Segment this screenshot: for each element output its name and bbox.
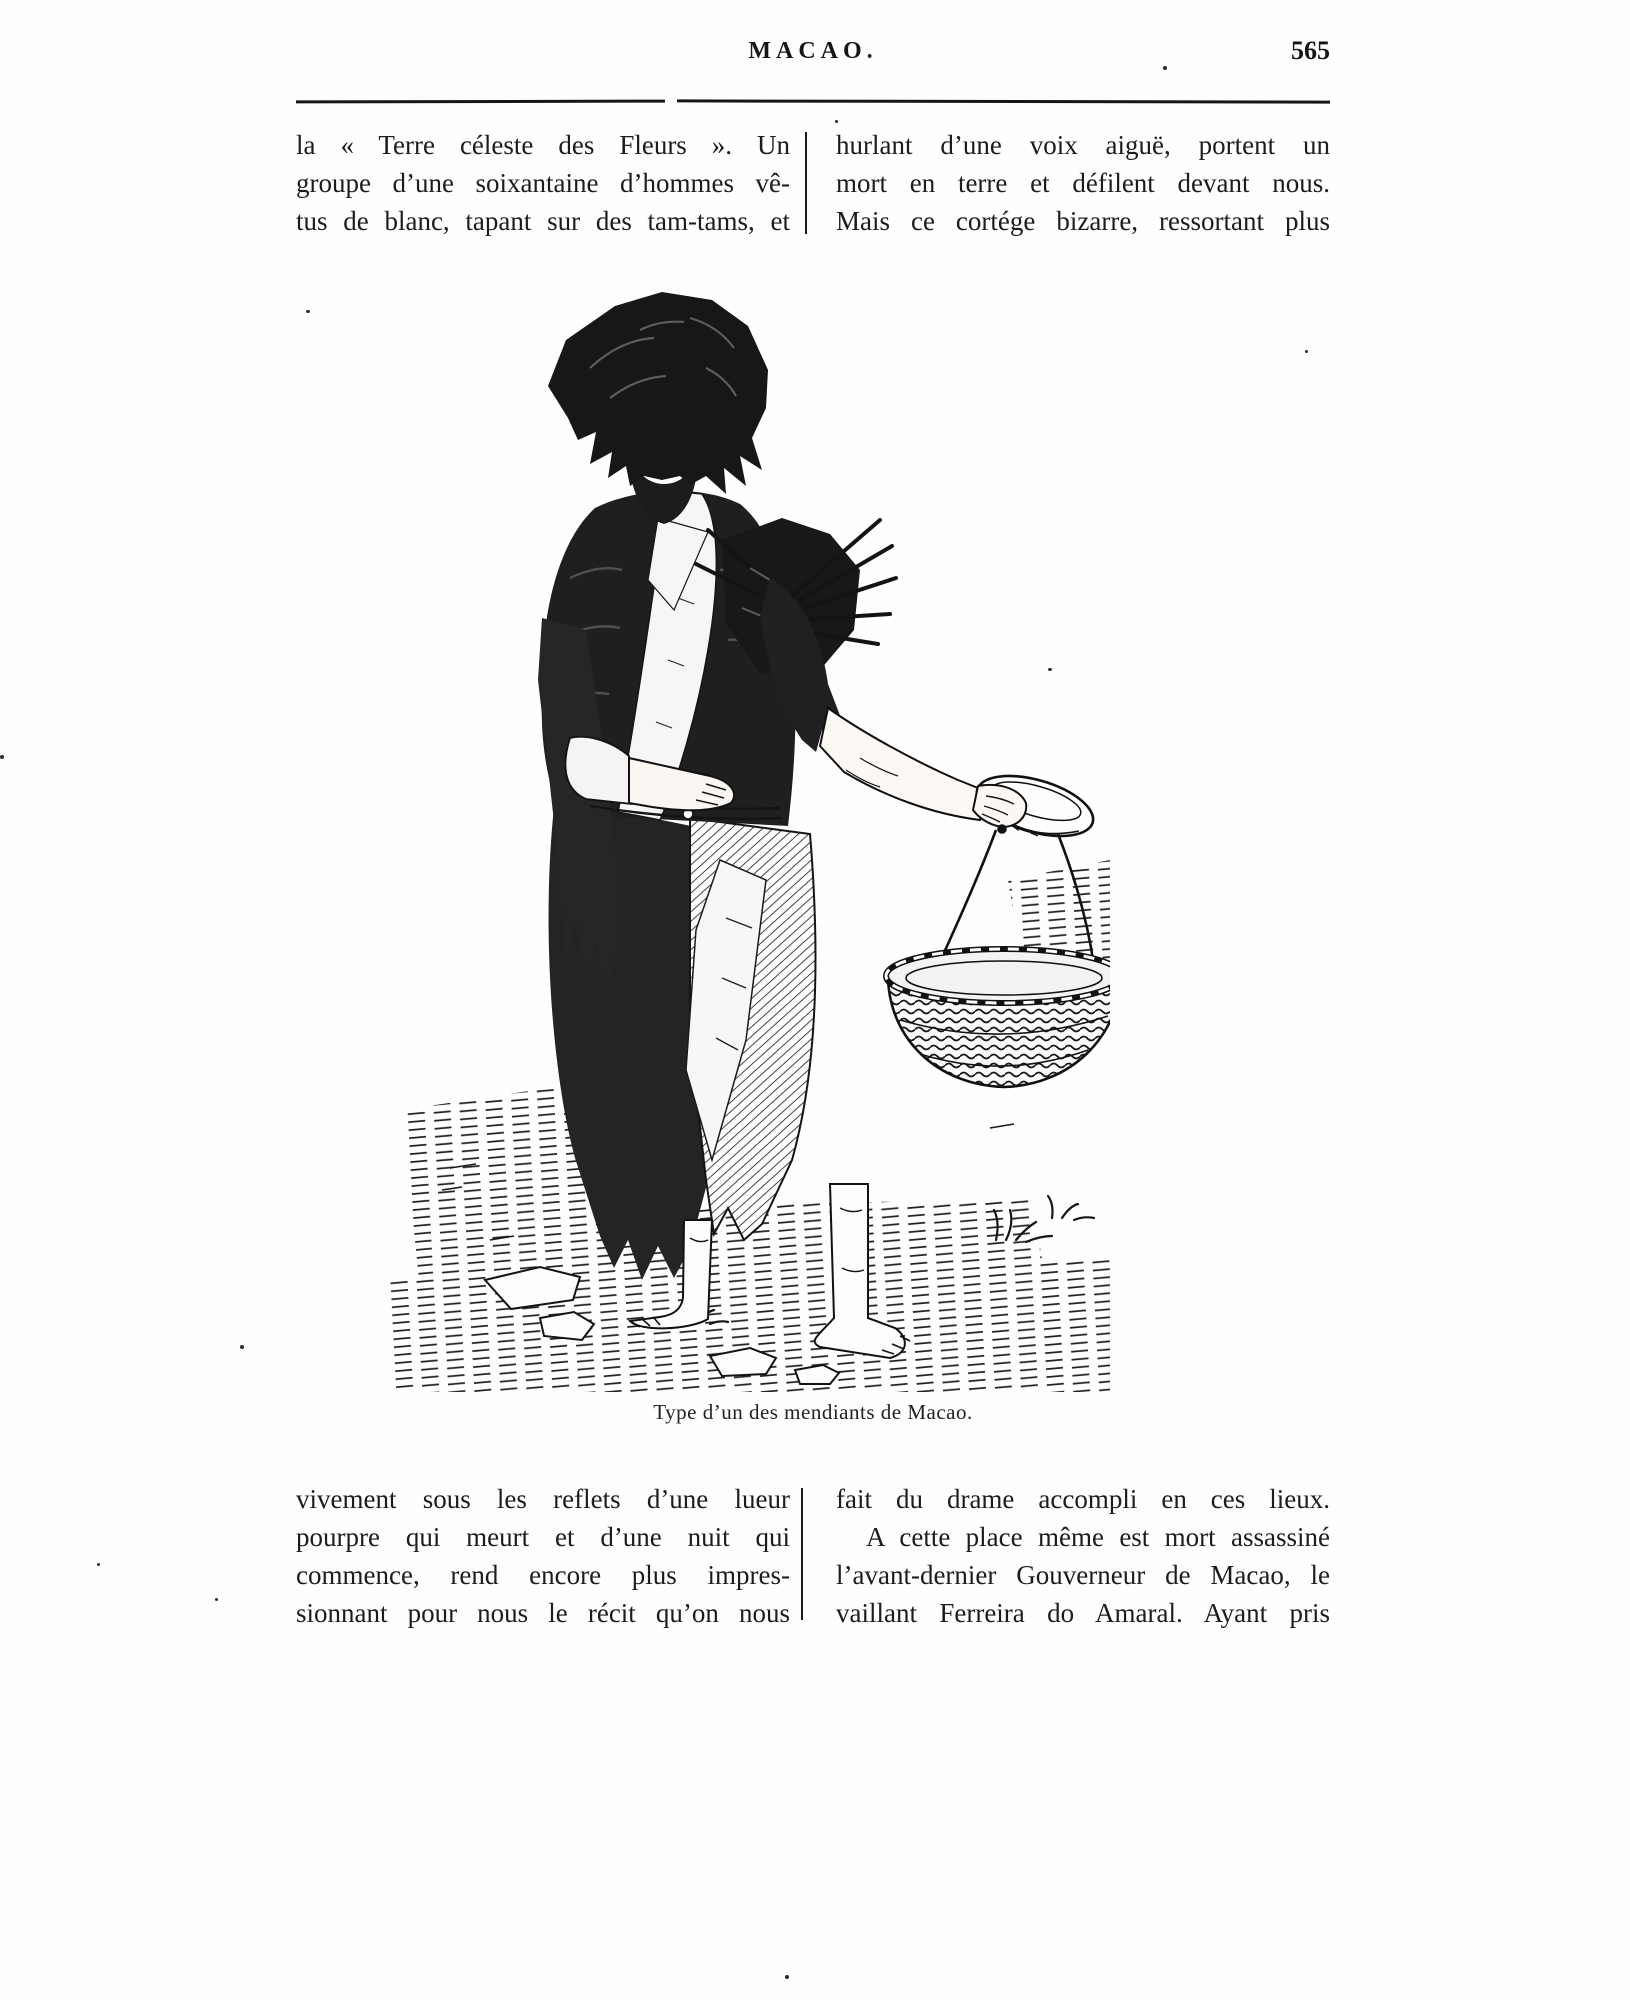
text-line: sionnant pour nous le récit qu’on nous xyxy=(296,1598,790,1628)
text-line: fait du drame accompli en ces lieux. xyxy=(836,1484,1330,1514)
page-number: 565 xyxy=(1291,36,1330,65)
scan-speck xyxy=(215,1598,218,1601)
header-rule-left xyxy=(296,100,665,104)
scan-speck xyxy=(1163,66,1167,70)
column-divider xyxy=(801,1488,803,1620)
text-line: tus de blanc, tapant sur des tam-tams, et xyxy=(296,206,790,236)
column-divider xyxy=(805,132,807,234)
scan-speck xyxy=(835,120,838,123)
text-line: la « Terre céleste des Fleurs ». Un xyxy=(296,130,790,160)
illustration-figure xyxy=(390,278,1110,1398)
text-line: Mais ce cortége bizarre, ressortant plus xyxy=(836,206,1330,236)
beggar-engraving xyxy=(390,278,1110,1398)
scan-speck xyxy=(97,1563,100,1566)
text-line: A cette place même est mort assassiné xyxy=(866,1522,1330,1552)
text-line: vaillant Ferreira do Amaral. Ayant pris xyxy=(836,1598,1330,1628)
head xyxy=(548,292,768,524)
top-right-column xyxy=(836,126,1330,240)
text-line: vivement sous les reflets d’une lueur xyxy=(296,1484,790,1514)
text-line: pourpre qui meurt et d’une nuit qui xyxy=(296,1522,790,1552)
scan-speck xyxy=(1048,668,1052,671)
text-line: hurlant d’une voix aiguë, portent un xyxy=(836,130,1330,160)
top-left-column xyxy=(296,126,790,240)
text-line: mort en terre et défilent devant nous. xyxy=(836,168,1330,198)
bottom-right-column xyxy=(836,1480,1330,1632)
top-text-block xyxy=(296,126,1330,244)
scan-speck xyxy=(306,310,310,313)
scan-speck xyxy=(0,755,4,759)
basket xyxy=(886,949,1110,1087)
text-line: l’avant-dernier Gouverneur de Macao, le xyxy=(836,1560,1330,1590)
running-title: MACAO. xyxy=(748,38,878,64)
text-line: commence, rend encore plus impres- xyxy=(296,1560,790,1590)
scan-speck xyxy=(785,1975,789,1979)
scan-speck xyxy=(1305,350,1308,353)
header-rule-right xyxy=(677,99,1330,103)
bottom-left-column xyxy=(296,1480,790,1632)
illustration-caption: Type d’un des mendiants de Macao. xyxy=(653,1400,973,1424)
scan-speck xyxy=(240,1345,244,1349)
text-line: groupe d’une soixantaine d’hommes vê- xyxy=(296,168,790,198)
bottom-text-block xyxy=(296,1480,1330,1636)
